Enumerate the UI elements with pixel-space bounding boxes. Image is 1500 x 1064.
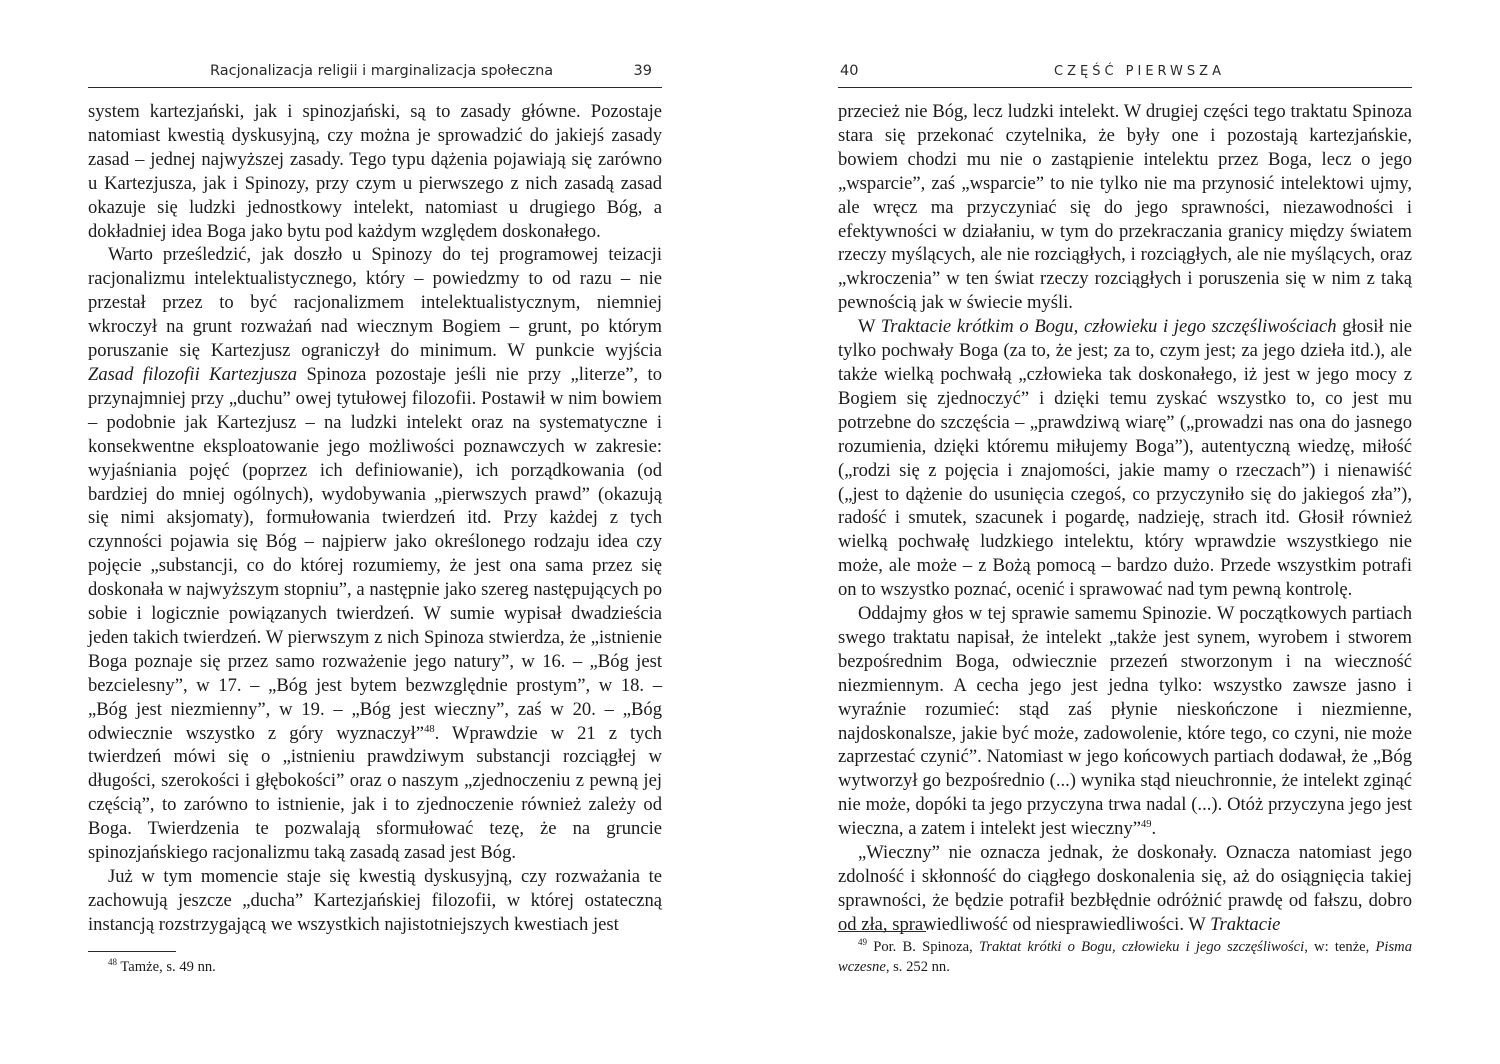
paragraph-text: system kartezjański, jak i spinozjański, są to zasady główne. Pozostaje natomiast kwestią dyskusyjną, czy można je sprowadzić do jakiejś zasady zasad – jednej najwyższej zasady. Tego typu dążenia pojawiają się zarówno u Kartezjusza, jak i Spinozy, przy czym u pierwszego z nich zasadą zasad okazuje się ludzki jednostkowy intelekt, natomiast u drugiego Bóg, a dokładniej idea Boga jako bytu pod każdym względem doskonałego. xyxy=(88,101,662,242)
book-title: Pisma wczesne xyxy=(838,939,1412,975)
running-header-title: Racjonalizacja religii i marginalizacja społeczna xyxy=(210,63,554,79)
paragraph xyxy=(838,602,1412,841)
paragraph-text: Warto prześledzić, jak doszło u Spinozy do tej programowej teizacji racjonalizmu intelektualistycznego, który – powiedzmy to od razu – nie przestał przez to być racjonalizmem intelektualistycznym, niemniej wkroczył na grunt rozważań nad wiecznym Bogiem – grunt, po którym poruszanie się Kartezjusz ograniczył do minimum. W punkcie wyjścia xyxy=(88,244,662,362)
book-title: Traktat krótki o Bogu, człowieku i jego szczęśliwości xyxy=(979,939,1305,955)
paragraph xyxy=(838,841,1412,937)
footnote-separator xyxy=(88,951,176,952)
body-text xyxy=(838,100,1412,937)
footnote-number: 49 xyxy=(858,937,867,948)
footnote xyxy=(88,957,662,977)
book-title: Zasad filozofii Kartezjusza xyxy=(88,363,297,385)
footnote-separator xyxy=(838,931,926,932)
paragraph-text: Oddajmy głos w tej sprawie samemu Spinozie. W początkowych partiach swego traktatu napisał, że intelekt „także jest synem, wyrobem i stworem bezpośrednim Boga, odwiecznie przezeń stworzonym i na wieczność niezmiennym. A cecha jego jest jedna tylko: wszystko zawsze jasno i wyraźnie rozumieć: stąd zaś płynie nieskończone i niezmienne, najdoskonalsze, jakie być może, zadowolenie, które tego, co czyni, nie może zaprzestać czynić”. Natomiast w jego końcowych partiach dodawał, że „Bóg wytworzył go bezpośrednio (...) wynika stąd nieuchronnie, że intelekt zginąć nie może, dopóki ta jego przyczyna trwa nadal (...). Otóż przyczyna jego jest wieczna, a zatem i intelekt jest wieczny” xyxy=(838,603,1412,840)
paragraph xyxy=(838,100,1412,315)
footnote-number: 48 xyxy=(108,957,117,968)
footnote-reference[interactable]: 48 xyxy=(424,723,435,735)
page-number: 39 xyxy=(633,63,652,79)
body-text xyxy=(88,100,662,937)
paragraph-text: „Wieczny” nie oznacza jednak, że doskonały. Oznacza natomiast jego zdolność i skłonność do ciągłego doskonalenia się, aż do osiągnięcia takiej sprawności, że będzie potrafił bezbłędnie odróżnić prawdę od fałszu, dobro od zła, sprawiedliwość od niesprawiedliwości. W xyxy=(838,842,1412,935)
paragraph-text: głosił nie tylko pochwały Boga (za to, że jest; za to, czym jest; za jego dzieła itd.), ale także wielką pochwałą „człowieka tak doskonałego, iż jest w jego mocy z Bogiem się zjednoczyć” i dzięki temu zyskać wszystko to, co jest mu potrzebne do szczęścia – „prawdziwą wiarę” („prowadzi nas ona do jasnego rozumienia, dzięki któremu miłujemy Boga”), autentyczną wiedzę, miłość („rodzi się z pojęcia i znajomości, jakie mamy o rzeczach”) i nienawiść („jest to dążenie do usunięcia czegoś, co przyczyniło się do jakiegoś zła”), radość i smutek, szacunek i pogardę, nadzieję, strach itd. Głosił również wielką pochwałę ludzkiego intelektu, który wprawdzie wszystkiego nie może, ale może – z Bożą pomocą – bardzo dużo. Przede wszystkim potrafi on to wszystko poznać, ocenić i sprawować nad tym pewną kontrolę. xyxy=(838,316,1412,601)
paragraph-text: . Wprawdzie w 21 z tych twierdzeń mówi się o „istnieniu prawdziwym substancji rozciągłej w długości, szerokości i głębokości” oraz o naszym „zjednoczeniu z pewną jej częścią”, to zarówno to istnienie, jak i to zjednoczenie również zależy od Boga. Twierdzenia te pozwalają sformułować tezę, że na gruncie spinozjańskiego racjonalizmu taką zasadą zasad jest Bóg. xyxy=(88,722,662,864)
running-header-title: CZĘŚĆ PIERWSZA xyxy=(1054,64,1225,79)
book-title: Traktacie xyxy=(1210,913,1281,935)
paragraph-text: Już w tym momencie staje się kwestią dyskusyjną, czy rozważania te zachowują jeszcze „ducha” Kartezjańskiej filozofii, w której ostateczną instancją rozstrzygającą we wszystkich najistotniejszych kwestiach jest xyxy=(88,866,662,935)
right-page xyxy=(838,0,1412,1064)
footnote-text: , s. 252 nn. xyxy=(885,959,950,975)
running-header xyxy=(838,60,1412,88)
footnote xyxy=(838,937,1412,977)
paragraph xyxy=(838,315,1412,602)
paragraph xyxy=(88,865,662,937)
paragraph-text: W xyxy=(858,316,881,338)
footnote-text: Por. B. Spinoza, xyxy=(873,939,980,955)
paragraph-text: . xyxy=(1151,818,1157,840)
left-page xyxy=(88,0,662,1064)
page-number: 40 xyxy=(840,63,859,79)
book-title: Traktacie krótkim o Bogu, człowieku i jego szczęśliwościach xyxy=(880,316,1337,338)
footnote-text: Tamże, s. 49 nn. xyxy=(120,959,216,975)
running-header xyxy=(88,60,662,88)
paragraph xyxy=(88,243,662,865)
paragraph-text: przecież nie Bóg, lecz ludzki intelekt. W drugiej części tego traktatu Spinoza stara się przekonać czytelnika, że były one i pozostają kartezjańskie, bowiem chodzi mu nie o zastąpienie intelektu przez Boga, lecz o jego „wsparcie”, zaś „wsparcie” to nie tylko nie ma przynosić intelektowi ujmy, ale wręcz ma przyczyniać się do jego sprawności, niezawodności i efektywności w działaniu, w tym do przekraczania granicy między światem rzeczy myślących, ale nie rozciągłych, i rozciągłych, ale nie myślących, oraz „wkroczenia” w ten świat rzeczy rozciągłych i poruszenia się w nim z taką pewnością jak w świecie myśli. xyxy=(838,101,1412,314)
footnote-reference[interactable]: 49 xyxy=(1141,819,1152,830)
footnote-text: , w: tenże, xyxy=(1304,939,1376,955)
paragraph-text: Spinoza pozostaje jeśli nie przy „literze”, to przynajmniej przy „duchu” owej tytułowej filozofii. Postawił w nim bowiem – podobnie jak Kartezjusz – na ludzki intelekt oraz na systematyczne i konsekwentne eksploatowanie jego możliwości poznawczych w zakresie: wyjaśniania pojęć (poprzez ich definiowanie), ich porządkowania (od bardziej do mniej ogólnych), wydobywania „pierwszych prawd” (okazują się nimi aksjomaty), formułowania twierdzeń itd. Przy każdej z tych czynności pojawia się Bóg – najpierw jako określonego rodzaju idea czy pojęcie „substancji, co do której rozumiemy, że jest ona sama przez się doskonała w najwyższym stopniu”, a następnie jako szereg następujących po sobie i logicznie powiązanych twierdzeń. W sumie wypisał dwadzieścia jeden takich twierdzeń. W pierwszym z nich Spinoza stwierdza, że „istnienie Boga poznaje się przez samo rozważenie jego natury”, w 16. – „Bóg jest bezcielesny”, w 17. – „Bóg jest bytem bezwzględnie prostym”, w 18. – „Bóg jest niezmienny”, w 19. – „Bóg jest wieczny”, zaś w 20. – „Bóg odwiecznie wszystko z góry wyznaczył” xyxy=(88,363,662,744)
paragraph xyxy=(88,100,662,243)
